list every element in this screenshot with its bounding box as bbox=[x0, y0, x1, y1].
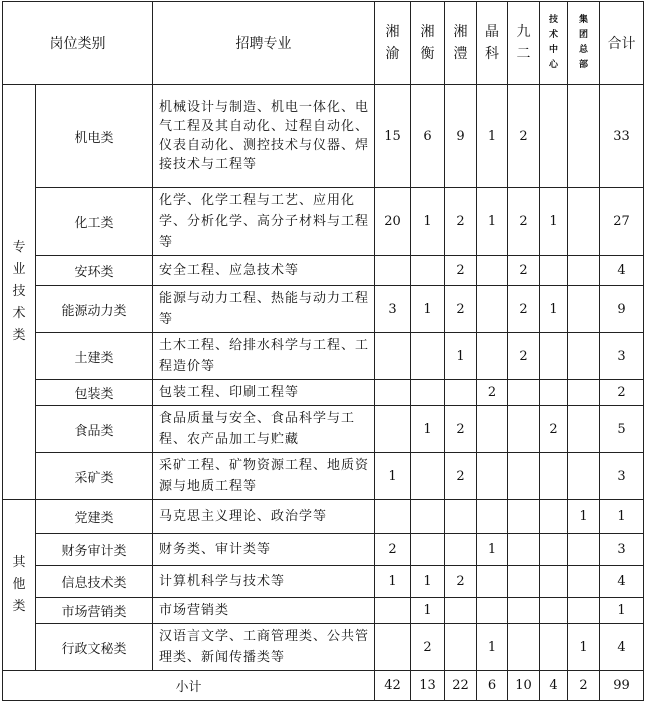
row-category: 行政文秘类 bbox=[36, 624, 153, 671]
row-value bbox=[375, 333, 411, 380]
row-value bbox=[568, 256, 600, 286]
row-value: 1 bbox=[375, 566, 411, 598]
subtotal-value: 99 bbox=[600, 671, 644, 701]
row-value bbox=[568, 598, 600, 624]
row-value bbox=[508, 380, 540, 406]
row-value bbox=[568, 85, 600, 188]
row-value bbox=[508, 598, 540, 624]
header-col-label: 晶 科 bbox=[485, 24, 499, 62]
row-value bbox=[568, 534, 600, 566]
row-value: 3 bbox=[600, 333, 644, 380]
row-category: 安环类 bbox=[36, 256, 153, 286]
row-value bbox=[568, 333, 600, 380]
row-value: 1 bbox=[568, 624, 600, 671]
row-value: 3 bbox=[375, 286, 411, 333]
row-value bbox=[445, 598, 477, 624]
row-value bbox=[477, 500, 508, 534]
row-major: 安全工程、应急技术等 bbox=[153, 256, 375, 286]
row-value: 4 bbox=[600, 256, 644, 286]
row-value: 4 bbox=[600, 624, 644, 671]
row-major: 汉语言文学、工商管理类、公共管理类、新闻传播类等 bbox=[153, 624, 375, 671]
row-value bbox=[508, 566, 540, 598]
row-major: 能源与动力工程、热能与动力工程等 bbox=[153, 286, 375, 333]
row-category: 市场营销类 bbox=[36, 598, 153, 624]
row-value bbox=[445, 500, 477, 534]
row-value bbox=[508, 406, 540, 453]
header-row bbox=[3, 2, 644, 85]
row-value: 1 bbox=[540, 188, 568, 256]
row-value bbox=[411, 380, 445, 406]
row-value: 9 bbox=[600, 286, 644, 333]
row-category: 包装类 bbox=[36, 380, 153, 406]
table-row bbox=[3, 566, 644, 598]
row-category: 采矿类 bbox=[36, 453, 153, 500]
row-value: 1 bbox=[477, 188, 508, 256]
row-value: 2 bbox=[600, 380, 644, 406]
row-value bbox=[375, 380, 411, 406]
row-value: 1 bbox=[600, 500, 644, 534]
row-value bbox=[375, 256, 411, 286]
table-row bbox=[3, 85, 644, 188]
row-value bbox=[540, 256, 568, 286]
row-value: 1 bbox=[477, 534, 508, 566]
row-value bbox=[508, 453, 540, 500]
row-major: 计算机科学与技术等 bbox=[153, 566, 375, 598]
row-value: 2 bbox=[375, 534, 411, 566]
header-col-label: 集 团 总 部 bbox=[578, 15, 588, 70]
table-row bbox=[3, 380, 644, 406]
table-body bbox=[3, 85, 644, 701]
row-value bbox=[445, 534, 477, 566]
row-category: 财务审计类 bbox=[36, 534, 153, 566]
row-value bbox=[540, 624, 568, 671]
row-value: 2 bbox=[411, 624, 445, 671]
row-value: 2 bbox=[445, 453, 477, 500]
header-col-label: 湘 渝 bbox=[385, 24, 400, 62]
row-value bbox=[540, 566, 568, 598]
table-row bbox=[3, 453, 644, 500]
table-row bbox=[3, 333, 644, 380]
row-value: 9 bbox=[445, 85, 477, 188]
row-value bbox=[540, 598, 568, 624]
row-value bbox=[477, 256, 508, 286]
row-major: 市场营销类 bbox=[153, 598, 375, 624]
row-value bbox=[411, 453, 445, 500]
subtotal-value: 13 bbox=[411, 671, 445, 701]
table-row bbox=[3, 534, 644, 566]
row-category: 信息技术类 bbox=[36, 566, 153, 598]
row-value bbox=[568, 286, 600, 333]
row-value bbox=[477, 598, 508, 624]
row-value bbox=[477, 333, 508, 380]
row-value: 2 bbox=[445, 256, 477, 286]
row-category: 化工类 bbox=[36, 188, 153, 256]
row-value bbox=[411, 256, 445, 286]
subtotal-value: 6 bbox=[477, 671, 508, 701]
row-major: 化学、化学工程与工艺、应用化学、分析化学、高分子材料与工程等 bbox=[153, 188, 375, 256]
group-name bbox=[3, 85, 36, 500]
header-major: 招聘专业 bbox=[153, 2, 375, 85]
header-col-tech-center bbox=[540, 2, 568, 85]
row-value: 1 bbox=[445, 333, 477, 380]
row-value bbox=[568, 406, 600, 453]
table-row bbox=[3, 598, 644, 624]
group-label: 专 业 技 术 类 bbox=[12, 240, 26, 343]
row-category: 能源动力类 bbox=[36, 286, 153, 333]
row-value: 33 bbox=[600, 85, 644, 188]
row-major: 食品质量与安全、食品科学与工程、农产品加工与贮藏 bbox=[153, 406, 375, 453]
row-value bbox=[375, 624, 411, 671]
row-value bbox=[375, 406, 411, 453]
row-value bbox=[411, 333, 445, 380]
row-value bbox=[375, 598, 411, 624]
row-value: 3 bbox=[600, 534, 644, 566]
header-category: 岗位类别 bbox=[3, 2, 153, 85]
row-value bbox=[375, 500, 411, 534]
row-value bbox=[508, 500, 540, 534]
row-value: 2 bbox=[445, 406, 477, 453]
row-value: 6 bbox=[411, 85, 445, 188]
row-category: 机电类 bbox=[36, 85, 153, 188]
header-col-jiuer bbox=[508, 2, 540, 85]
row-value: 2 bbox=[477, 380, 508, 406]
recruitment-table bbox=[2, 1, 644, 701]
row-value: 1 bbox=[600, 598, 644, 624]
header-col-xiangli bbox=[445, 2, 477, 85]
row-value: 2 bbox=[508, 333, 540, 380]
header-col-group-hq bbox=[568, 2, 600, 85]
subtotal-value: 22 bbox=[445, 671, 477, 701]
row-value bbox=[540, 85, 568, 188]
row-value: 15 bbox=[375, 85, 411, 188]
row-value bbox=[540, 453, 568, 500]
row-value: 3 bbox=[600, 453, 644, 500]
row-value: 1 bbox=[411, 286, 445, 333]
row-value: 1 bbox=[411, 566, 445, 598]
header-col-xiangheng bbox=[411, 2, 445, 85]
row-major: 机械设计与制造、机电一体化、电气工程及其自动化、过程自动化、仪表自动化、测控技术与仪器、焊接技术与工程等 bbox=[153, 85, 375, 188]
row-value bbox=[477, 406, 508, 453]
header-col-total: 合计 bbox=[600, 2, 644, 85]
row-category: 食品类 bbox=[36, 406, 153, 453]
row-category: 土建类 bbox=[36, 333, 153, 380]
row-value bbox=[568, 188, 600, 256]
row-value: 5 bbox=[600, 406, 644, 453]
table-row bbox=[3, 406, 644, 453]
table-row bbox=[3, 256, 644, 286]
row-value bbox=[568, 566, 600, 598]
group-label: 其 他 类 bbox=[12, 555, 26, 614]
row-major: 土木工程、给排水科学与工程、工程造价等 bbox=[153, 333, 375, 380]
row-category: 党建类 bbox=[36, 500, 153, 534]
table-row bbox=[3, 188, 644, 256]
table-row bbox=[3, 500, 644, 534]
row-value: 2 bbox=[445, 286, 477, 333]
row-value bbox=[411, 500, 445, 534]
row-value bbox=[508, 624, 540, 671]
row-value: 1 bbox=[375, 453, 411, 500]
header-col-label: 湘 衡 bbox=[420, 24, 435, 62]
row-value: 1 bbox=[411, 188, 445, 256]
row-value: 2 bbox=[540, 406, 568, 453]
row-major: 采矿工程、矿物资源工程、地质资源与地质工程等 bbox=[153, 453, 375, 500]
row-major: 财务类、审计类等 bbox=[153, 534, 375, 566]
row-value bbox=[477, 286, 508, 333]
row-value bbox=[540, 380, 568, 406]
header-col-label: 九 二 bbox=[516, 24, 531, 62]
row-value: 20 bbox=[375, 188, 411, 256]
header-col-jingke bbox=[477, 2, 508, 85]
row-value: 2 bbox=[508, 188, 540, 256]
subtotal-value: 10 bbox=[508, 671, 540, 701]
row-value: 4 bbox=[600, 566, 644, 598]
row-value: 1 bbox=[477, 624, 508, 671]
row-value: 2 bbox=[508, 286, 540, 333]
table-row bbox=[3, 286, 644, 333]
row-value: 2 bbox=[508, 85, 540, 188]
row-value: 1 bbox=[411, 598, 445, 624]
subtotal-value: 42 bbox=[375, 671, 411, 701]
header-col-label: 技 术 中 心 bbox=[548, 15, 558, 70]
row-value bbox=[445, 624, 477, 671]
row-value bbox=[445, 380, 477, 406]
table-row bbox=[3, 624, 644, 671]
subtotal-value: 2 bbox=[568, 671, 600, 701]
group-name bbox=[3, 500, 36, 671]
header-col-xiangyu bbox=[375, 2, 411, 85]
subtotal-row bbox=[3, 671, 644, 701]
row-value: 2 bbox=[508, 256, 540, 286]
row-value bbox=[540, 333, 568, 380]
row-major: 包装工程、印刷工程等 bbox=[153, 380, 375, 406]
row-value bbox=[411, 534, 445, 566]
row-value: 1 bbox=[540, 286, 568, 333]
row-value: 1 bbox=[568, 500, 600, 534]
row-value: 2 bbox=[445, 188, 477, 256]
subtotal-label: 小计 bbox=[3, 671, 375, 701]
row-value bbox=[568, 453, 600, 500]
row-value bbox=[540, 534, 568, 566]
subtotal-value: 4 bbox=[540, 671, 568, 701]
row-value: 1 bbox=[411, 406, 445, 453]
row-major: 马克思主义理论、政治学等 bbox=[153, 500, 375, 534]
row-value bbox=[568, 380, 600, 406]
row-value: 2 bbox=[445, 566, 477, 598]
row-value: 27 bbox=[600, 188, 644, 256]
row-value bbox=[540, 500, 568, 534]
row-value bbox=[477, 566, 508, 598]
row-value bbox=[477, 453, 508, 500]
row-value bbox=[508, 534, 540, 566]
header-col-label: 湘 澧 bbox=[453, 24, 468, 62]
row-value: 1 bbox=[477, 85, 508, 188]
